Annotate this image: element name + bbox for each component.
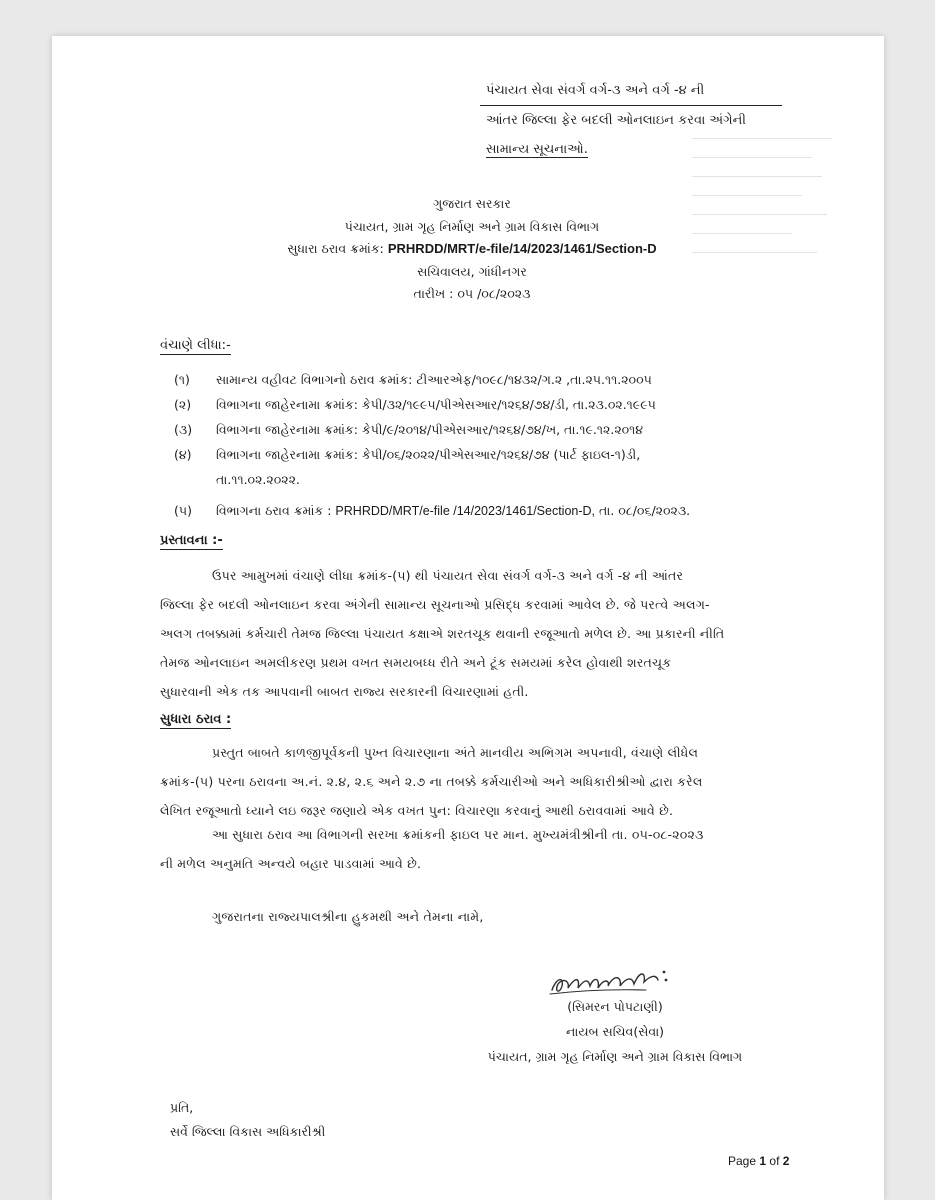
closing-line: ગુજરાતના રાજ્યપાલશ્રીના હુકમથી અને તેમના નામે, (212, 909, 484, 924)
list-item-number: (૫) (174, 503, 192, 518)
amendment-line: આ સુધારા ઠરાવ આ વિભાગની સરખા ક્રમાંકની ફાઇલ પર માન. મુખ્યમંત્રીશ્રીની તા. ૦૫-૦૮-૨૦૨૩ (212, 827, 704, 842)
amendment-line: પ્રસ્તુત બાબતે કાળજીપૂર્વકની પુખ્ત વિચારણાના અંતે માનવીય અભિગમ અપનાવી, વંચાણે લીધેલ (212, 745, 699, 760)
list-item (174, 498, 690, 524)
page-word: Page (728, 1154, 757, 1168)
preamble-paragraph (160, 561, 820, 706)
recipients-label: પ્રતિ, (170, 1100, 194, 1115)
government-name: ગુજરાત સરકાર (433, 196, 511, 211)
amendment-paragraph-2 (160, 820, 820, 878)
list-item-number: (૩) (174, 422, 193, 437)
preamble-heading-wrap (160, 529, 223, 548)
subject-block (480, 76, 782, 164)
resolution-label: સુધારા ઠરાવ ક્રમાંક: (287, 241, 384, 256)
list-item (174, 442, 690, 467)
amendment-heading: સુધારા ઠરાવ : (160, 712, 232, 727)
list-item-number: (૧) (174, 372, 190, 387)
subject-line-2: આંતર જિલ્લા ફેર બદલી ઓનલાઇન કરવા અંગેની (486, 113, 747, 128)
list-item-text: સામાન્ય વહીવટ વિભાગનો ઠરાવ ક્રમાંક: ટીઆરએફ/૧૦૯૮/૧૪૩૨/ગ.૨ ,તા.૨૫.૧૧.૨૦૦૫ (216, 372, 652, 387)
signatory-name: (સિમરન પોપટાણી) (567, 999, 663, 1014)
page-indicator (728, 1154, 789, 1168)
list-item-text: વિભાગના જાહેરનામા ક્રમાંક: કેપી/૦૬/૨૦૨૨/પીએસઆર/૧૨૬૪/૭૪ (પાર્ટ ફાઇલ-૧)ડી, (216, 447, 641, 462)
page-current: 1 (759, 1154, 767, 1168)
preamble-line: અલગ તબક્કામાં કર્મચારી તેમજ જિલ્લા પંચાયત કક્ષાએ શરતચૂક થવાની રજૂઆતો મળેલ છે. આ પ્રકારની નીતિ (160, 626, 725, 641)
read-list (174, 367, 690, 524)
list-item-continued (174, 467, 690, 492)
list-item-text: વિભાગના જાહેરનામા ક્રમાંક: કેપી/૯/૨૦૧૪/પીએસઆર/૧૨૬૪/૭૪/ખ, તા.૧૯.૧૨.૨૦૧૪ (216, 422, 644, 437)
list-item (174, 417, 690, 442)
list-item-number: (૨) (174, 397, 192, 412)
amendment-paragraph-1 (160, 738, 820, 825)
preamble-line: તેમજ ઓનલાઇન અમલીકરણ પ્રથમ વખત સમયબધ્ધ રીતે અને ટૂંક સમયમાં કરેલ હોવાથી શરતચૂક (160, 655, 672, 670)
preamble-heading: પ્રસ્તાવના :- (160, 533, 223, 548)
amendment-line: ક્રમાંક-(૫) પરના ઠરાવના અ.નં. ૨.૪, ૨.૬ અને ૨.૭ ના તબક્કે કર્મચારીઓ અને અધિકારીશ્રીઓ દ્વારા કરેલ (160, 774, 703, 789)
page-of: of (769, 1154, 780, 1168)
read-heading: વંચાણે લીધા:- (160, 338, 231, 353)
signatory-block (450, 994, 780, 1069)
preamble-line: ઉપર આમુખમાં વંચાણે લીધા ક્રમાંક-(૫) થી પંચાયત સેવા સંવર્ગ વર્ગ-૩ અને વર્ગ -૪ ની આંતર (212, 568, 684, 583)
read-heading-wrap (160, 334, 231, 353)
amendment-heading-wrap (160, 708, 231, 727)
recipient-item: સર્વે જિલ્લા વિકાસ અધિકારીશ્રી (170, 1124, 326, 1139)
list-item (174, 367, 690, 392)
list-item-text: તા.૧૧.૦૨.૨૦૨૨. (216, 472, 300, 487)
document-page (52, 36, 884, 1200)
resolution-reference (192, 238, 752, 261)
resolution-number: PRHRDD/MRT/e-file/14/2023/1461/Section-D (387, 241, 657, 256)
letterhead (192, 193, 752, 306)
signatory-designation: નાયબ સચિવ(સેવા) (565, 1024, 665, 1039)
department-name: પંચાયત, ગ્રામ ગૃહ નિર્માણ અને ગ્રામ વિકાસ વિભાગ (344, 218, 600, 234)
amendment-line: લેખિત રજૂઆતો ધ્યાને લઇ જરૂર જણાયે એક વખત પુન: વિચારણા કરવાનું આથી ઠરાવવામાં આવે છે. (160, 803, 674, 818)
preamble-line: સુધારવાની એક તક આપવાની બાબત રાજ્ય સરકારની વિચારણામાં હતી. (160, 684, 529, 699)
subject-line-3-wrap (480, 135, 782, 164)
subject-line-1: પંચાયત સેવા સંવર્ગ વર્ગ-૩ અને વર્ગ -૪ ની (486, 83, 705, 98)
subject-line-3: સામાન્ય સૂચનાઓ. (486, 142, 588, 157)
list-item-text: વિભાગના જાહેરનામા ક્રમાંક: કેપી/૩૨/૧૯૯૫/પીએસઆર/૧૨૬૪/૭૪/ડી, તા.૨૩.૦૨.૧૯૯૫ (216, 397, 656, 412)
list-item-number: (૪) (174, 447, 192, 462)
date: તારીખ : ૦૫ /૦૮/૨૦૨૩ (413, 286, 531, 301)
list-item-text: વિભાગના ઠરાવ ક્રમાંક : (216, 503, 332, 518)
amendment-line: ની મળેલ અનુમતિ અન્વયે બહાર પાડવામાં આવે છે. (160, 856, 422, 871)
list-item (174, 392, 690, 417)
recipients-block (170, 1096, 325, 1144)
page-total: 2 (782, 1154, 790, 1168)
list-item-date: તા. ૦૮/૦૬/૨૦૨૩. (599, 503, 691, 518)
signatory-department: પંચાયત, ગ્રામ ગૃહ નિર્માણ અને ગ્રામ વિકાસ વિભાગ (487, 1049, 743, 1064)
list-item-reference: PRHRDD/MRT/e-file /14/2023/1461/Section-D, (335, 504, 596, 518)
preamble-line: જિલ્લા ફેર બદલી ઓનલાઇન કરવા અંગેની સામાન્ય સૂચનાઓ પ્રસિદ્ધ કરવામાં આવેલ છે. જે પરત્વે અલગ- (160, 597, 710, 612)
place: સચિવાલય, ગાંધીનગર (417, 263, 527, 279)
